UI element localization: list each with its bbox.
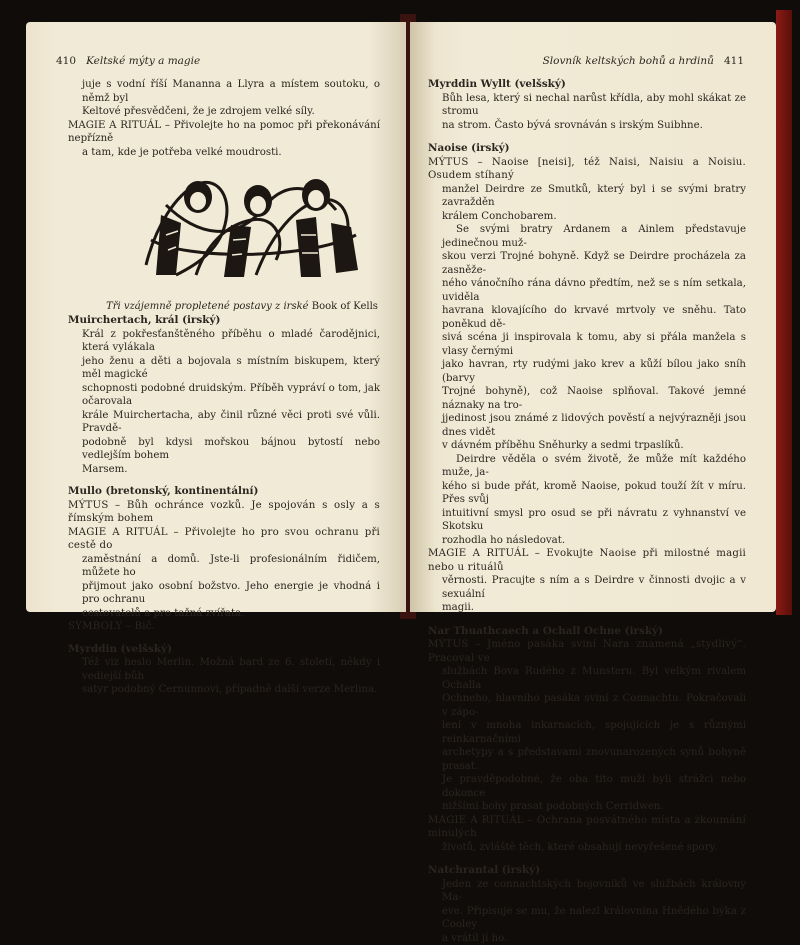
text-line: MAGIE A RITUÁL – Přivolejte ho pro svou ochranu při cestě do [68,526,380,553]
right-page-number: 411 [724,55,744,67]
text-line: intuitivní smysl pro osud se při návratu z vyhnanství ve Skotsku [428,507,746,534]
text-line: sivá scéna ji inspirovala k tomu, aby si přála manžela s vlasy černými [428,331,746,358]
text-line: Ochneho, hlavního pasáka sviní z Connachtu. Pokračovali v zápo- [428,692,746,719]
text-line: MAGIE A RITUÁL – Ochrana posvátného místa a zkoumání minulých [428,814,746,841]
text-line: MÝTUS – Naoise [neisi], též Naisi, Naisiu a Noisiu. Osudem stíhaný [428,156,746,183]
right-page [410,22,776,612]
text-line: rozhodla ho následovat. [428,534,746,548]
text-line: MÝTUS – Jméno pasáka sviní Nara znamená „stydlivý“. Pracoval ve [428,638,746,665]
text-line: lení v mnoha inkarnacích, spojujících je s různými reinkarnačními [428,719,746,746]
left-entries [68,314,380,697]
text-line: Král z pokřesťanštěného příběhu o mladé čarodějnici, která vylákala [68,328,380,355]
text-line: Se svými bratry Ardanem a Ainlem představuje jedinečnou muž- [428,223,746,250]
text-line: SYMBOLY – Bič. [68,620,380,634]
text-line: krále Muirchertacha, aby činil různé věci proti své vůli. Pravdě- [68,409,380,436]
text-line: nižšími bohy prasat podobných Cerridwen. [428,800,746,814]
text-line: jako havran, rty rudými jako krev a kůží bílou jako sníh (barvy [428,358,746,385]
text-line: havrana klovajícího do krvavé mrtvoly ve sněhu. Tato poněkud dě- [428,304,746,331]
book-edge [776,10,792,615]
text-line: podobně byl kdysi mořskou bájnou bytostí nebo vedlejším bohem [68,436,380,463]
text-line: v dávném příběhu Sněhurky a sedmi trpaslíků. [428,439,746,453]
figure-caption [102,301,382,312]
text-line: zaměstnání a domů. Jste-li profesionálním řidičem, můžete ho [68,553,380,580]
text-line: magii. [428,601,746,615]
left-running-head [56,55,200,67]
text-line: jeho ženu a děti a bojovala s místním biskupem, který měl magické [68,355,380,382]
text-line: Keltové přesvědčeni, že je zdrojem velké síly. [68,105,380,119]
text-line: Marsem. [68,463,380,477]
entry-title: Naoise (irský) [428,142,746,156]
text-line: a tam, kde je potřeba velké moudrosti. [68,146,380,160]
text-line: Deirdre věděla o svém životě, že může mít každého muže, ja- [428,453,746,480]
text-line: Bůh lesa, který si nechal narůst křídla, aby mohl skákat ze stromu [428,92,746,119]
text-line: Též viz heslo Merlin. Možná bard ze 6. století, někdy i vedlejší bůh [68,656,380,683]
caption-roman: Book of Kells [312,301,378,312]
text-line: MAGIE A RITUÁL – Přivolejte ho na pomoc při překonávání nepřízně [68,119,380,146]
interlaced-figures-illustration [136,165,366,283]
right-entries [428,78,746,945]
text-line: MAGIE A RITUÁL – Evokujte Naoise při milostné magii nebo u rituálů [428,547,746,574]
left-page [26,22,406,612]
text-line: jjedinost jsou známé z lidových pověstí a nejvýrazněji jsou dnes vidět [428,412,746,439]
text-line: schopnosti podobné druidským. Příběh vypráví o tom, jak očarovala [68,382,380,409]
entry-title: Myrddin (velšský) [68,643,380,657]
text-line: věrnosti. Pracujte s ním a s Deirdre v činnosti dvojic a v sexuální [428,574,746,601]
entry-title: Muirchertach, král (irský) [68,314,380,328]
text-line: skou verzi Trojné bohyně. Když se Deirdre procházela za zasněže- [428,250,746,277]
text-line: juje s vodní říší Mananna a Llyra a místem soutoku, o němž byl [68,78,380,105]
left-running-title: Keltské mýty a magie [86,55,200,67]
entry-title: Nar Thuathcaech a Ochall Ochne (irský) [428,625,746,639]
text-line: MÝTUS – Bůh ochránce vozků. Je spojován s osly a s římským bohem [68,499,380,526]
entry-title: Myrddin Wyllt (velšský) [428,78,746,92]
left-top-text [68,78,380,159]
text-line: manžel Deirdre ze Smutků, který byl i se svými bratry zavražděn [428,183,746,210]
text-line: králem Conchobarem. [428,210,746,224]
text-line: na strom. Často bývá srovnáván s irským Suibhne. [428,119,746,133]
caption-italic: Tři vzájemně propletené postavy z irské [106,301,309,312]
text-line: službách Bova Rudého z Munsteru. Byl velkým rivalem Ochalla [428,665,746,692]
text-line: satyr podobný Cernunnovi, případně další verze Merlina. [68,683,380,697]
left-page-number: 410 [56,55,76,67]
text-line: Jeden ze connachtských bojovníků ve službách královny Ma- [428,878,746,905]
right-running-title: Slovník keltských bohů a hrdinů [543,55,714,67]
text-line: cestovatelů a pro tažná zvířata. [68,607,380,621]
text-line: a vrátil jí ho. [428,932,746,945]
text-line: archetypy a s představami znovunarozených synů bohyně prasat. [428,746,746,773]
text-line: Trojné bohyně), což Naoise splňoval. Takové jemné náznaky na tro- [428,385,746,412]
entry-title: Natchrantal (irský) [428,864,746,878]
text-line: eve. Připisuje se mu, že nalezl královnina Hnědého býka z Cooley [428,905,746,932]
entry-title: Mullo (bretonský, kontinentální) [68,485,380,499]
text-line: Je pravděpodobné, že oba tito muži byli strážci nebo dokonce [428,773,746,800]
text-line: přijmout jako osobní božstvo. Jeho energie je vhodná i pro ochranu [68,580,380,607]
text-line: kého si bude přát, kromě Naoise, pokud touží žít v míru. Přes svůj [428,480,746,507]
right-running-head [543,55,744,67]
text-line: ného vánočního rána dávno předtím, než se s ním setkala, uviděla [428,277,746,304]
text-line: životů, zvláště těch, které obsahují nevyřešené spory. [428,841,746,855]
